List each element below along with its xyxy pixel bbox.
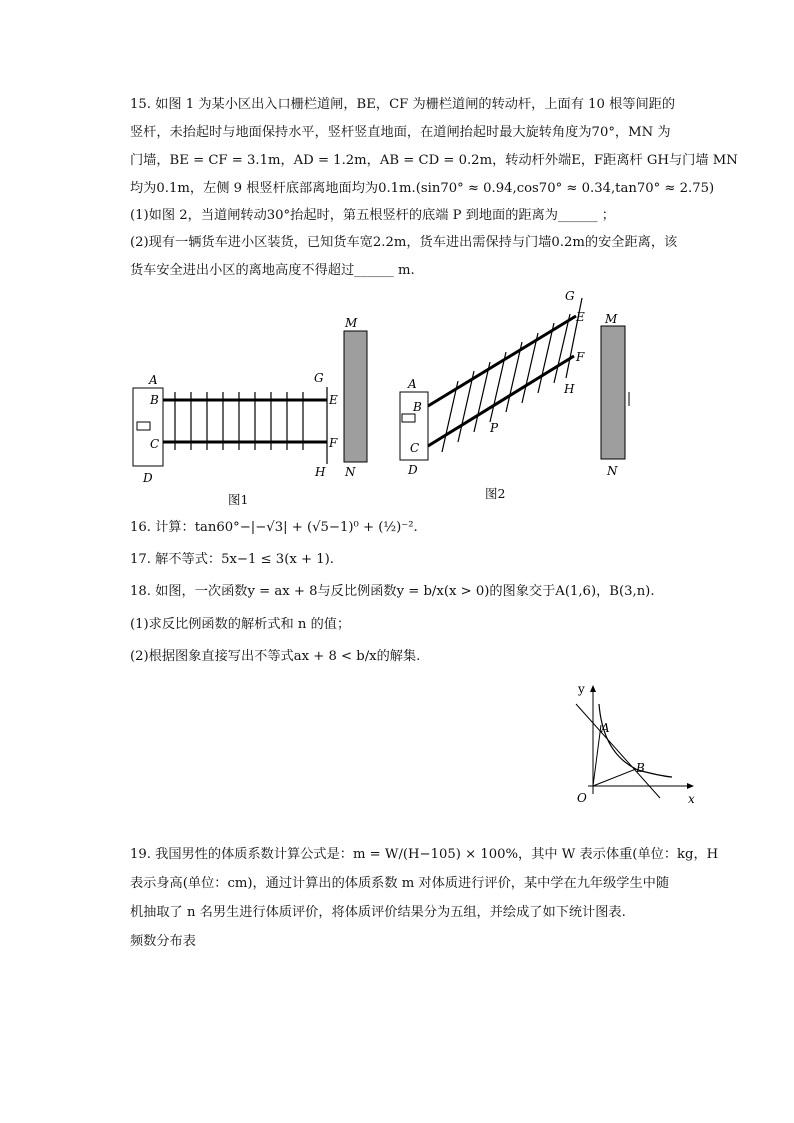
q19-line-1: 19. 我国男性的体质系数计算公式是：m = W/(H−105) × 100%，其中 W 表示体重(单位：kg，H: [130, 847, 719, 862]
label-A: A: [149, 373, 158, 387]
q15-line-6: (2)现有一辆货车进小区装货，已知货车宽2.2m，货车进出需保持与门墙0.2m的安全距离，该: [130, 235, 678, 250]
q17-text: 17. 解不等式：5x−1 ≤ 3(x + 1).: [130, 552, 334, 567]
q18-line-2: (1)求反比例函数的解析式和 n 的值；: [130, 617, 351, 632]
linear-function-line: [576, 704, 660, 798]
post-small-rect: [402, 414, 415, 422]
label-C: C: [410, 441, 420, 455]
label-H: H: [315, 465, 326, 479]
q15-line-1: 15. 如图 1 为某小区出入口栅栏道闸，BE，CF 为栅栏道闸的转动杆，上面有 10 根等间距的: [130, 97, 676, 112]
q18-line-1: 18. 如图，一次函数y = ax + 8与反比例函数y = b/x(x > 0)的图象交于A(1,6)，B(3,n).: [130, 584, 655, 599]
q19-line-2: 表示身高(单位：cm)，通过计算出的体质系数 m 对体质进行评价，某中学在九年级学生中随: [130, 876, 670, 891]
wall-mn: [344, 331, 367, 462]
q15-line-4: 均为0.1m，左侧 9 根竖杆底部离地面均为0.1m.(sin70° ≈ 0.94,cos70° ≈ 0.34,tan70° ≈ 2.75): [130, 181, 715, 196]
label-B: B: [150, 393, 159, 407]
q15-line-7: 货车安全进出小区的离地高度不得超过______ m.: [130, 263, 415, 278]
label-A: A: [601, 721, 610, 735]
figure-1: [125, 312, 385, 512]
label-A: A: [408, 377, 417, 391]
q18-graph: [566, 676, 706, 811]
label-D: D: [408, 463, 418, 477]
label-C: C: [150, 437, 160, 451]
q16-text: 16. 计算：tan60°−|−√3| + (√5−1)⁰ + (½)⁻².: [130, 520, 418, 535]
label-F: F: [329, 436, 338, 450]
rod-be: [428, 316, 576, 406]
figure-2: [398, 286, 638, 486]
label-x: x: [688, 792, 695, 806]
label-E: E: [576, 310, 585, 324]
wall-mn: [601, 326, 625, 459]
q15-line-5: (1)如图 2，当道闸转动30°抬起时，第五根竖杆的底端 P 到地面的距离为______ ；: [130, 208, 615, 223]
label-D: D: [143, 471, 153, 485]
label-P: P: [490, 421, 499, 435]
post-small-rect: [137, 422, 150, 430]
x-axis-arrow: [687, 783, 694, 789]
label-G: G: [314, 371, 324, 385]
label-B: B: [413, 400, 422, 414]
label-N: N: [607, 464, 618, 478]
figure-1-caption: 图1: [228, 492, 249, 507]
label-M: M: [605, 312, 618, 326]
label-F: F: [576, 350, 585, 364]
label-B: B: [636, 761, 645, 775]
label-O: O: [577, 791, 587, 805]
label-y: y: [578, 682, 585, 696]
label-E: E: [329, 393, 338, 407]
y-axis-arrow: [590, 685, 596, 692]
figure-2-caption: 图2: [485, 486, 506, 501]
q19-line-3: 机抽取了 n 名男生进行体质评价，将体质评价结果分为五组，并绘成了如下统计图表.: [130, 905, 626, 920]
label-M: M: [345, 316, 358, 330]
label-G: G: [565, 289, 575, 303]
q18-line-3: (2)根据图象直接写出不等式ax + 8 < b/x的解集.: [130, 649, 421, 664]
label-N: N: [345, 465, 356, 479]
segment-ob: [593, 769, 636, 786]
q19-line-4: 频数分布表: [130, 934, 196, 949]
q15-line-3: 门墙，BE = CF = 3.1m，AD = 1.2m，AB = CD = 0.2m，转动杆外端E，F距离杆 GH与门墙 MN: [130, 153, 738, 168]
rod-cf: [428, 356, 574, 446]
segment-oa: [593, 725, 601, 786]
q15-line-2: 竖杆，未抬起时与地面保持水平，竖杆竖直地面，在道闸抬起时最大旋转角度为70°，MN 为: [130, 125, 671, 140]
label-H: H: [564, 382, 575, 396]
tilted-bars: [442, 298, 582, 452]
